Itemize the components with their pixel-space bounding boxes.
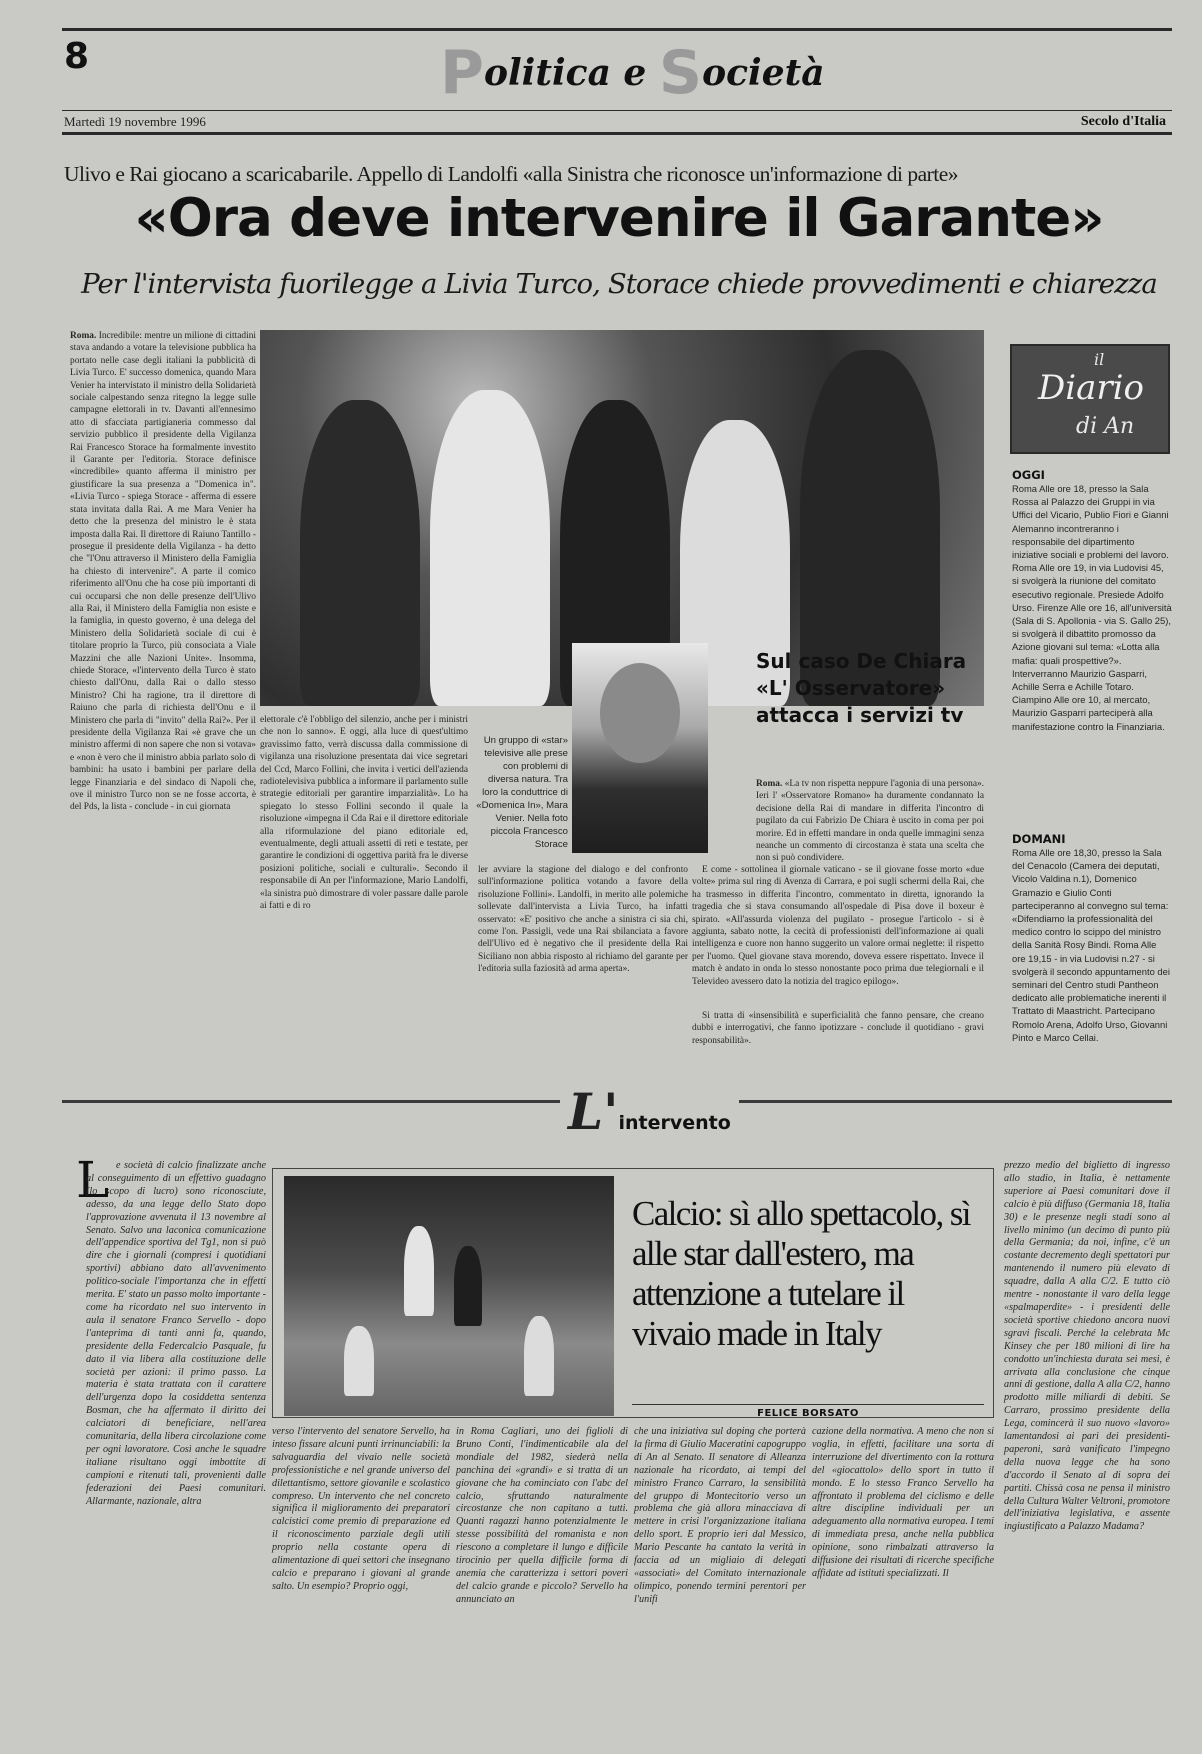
side-text-3: Si tratta di «insensibilità e superficialità che fanno pensare, che creano dubbi e interrogativi, che fanno ipotizzare - conclude il quotidiano - gravi responsabilità». [692, 1011, 984, 1046]
main-col1-text: Incredibile: mentre un milione di cittadini stava andando a votare la televisione pubblica ha portato nelle case degli italiani la pubblicità di Livia Turco. E' successo domenica, quando Mara Venier ha intervistato il ministro della Solidarietà sociale calpestando senza ritegno la legge sulle campagne elettorali in tv. Davanti all'ennesimo atto di sfacciata partigianeria commesso dal servizio pubblico il presidente della Vigilanza Rai Francesco Storace ha formalmente investito il Garante per l'editoria. Storace definisce «incredibile» quanto afferma il ministro per giustificare la sua presenza a "Domenica in". «Livia Turco - spiega Storace - afferma di essere stata invitata dalla Rai. A me Mara Venier ha detto che la presenza del ministro le è stata imposta dalla Rai. Il direttore di Raiuno Tantillo - prosegue il presidente della Vigilanza - ha detto che "l'Onu attraverso il Ministero della Famiglia ha chiesto di intervenire". A parte il comico riferimento all'Onu che ha cose più importanti di cui occuparsi che non delle presenze dell'Ulivo alla Rai, il Ministero della Famiglia non esiste e la famiglia, in questo governo, è una delega del Ministero della Solidarietà sociale di cui è titolare proprio la Turco, più consociata a Viale Mazzini che alle Nazioni Unite». Insomma, chiede Storace, «l'intervento della Turco è stato chiesto dall'Onu, dalla Rai o dallo stesso Ministro? Chi ha ragione, tra il direttore di Raiuno che parla di richiesta dell'Onu e il Ministero che parla di "invito" della Rai?». Per il presidente della Vigilanza Rai «è grave che un ministro affermi di non sapere che non si votava» e «non è vero che il ministro abbia parlato solo di bambini: ha usato i bambini per parlare della legge Finanziaria e del sindaco di Napoli che, ove il ministro Turco non se ne fosse accorta, è del Pds, la lista - conclude - in cui giornata [70, 331, 256, 813]
side-text-2: E come - sottolinea il giornale vaticano - se il giovane fosse morto «due volte» prima sul ring di Avenza di Carrara, e poi sugli schermi della Rai, che ha trasmesso in differita l'incontro, commentato in diretta, ignorando la tragedia che si stava consumando all'ospedale di Pisa dove il boxeur è spirato. «All'assurda violenza del pugilato - prosegue l'articolo - si è aggiunta, sabato notte, la cecità di professionisti dell'informazione ai quali intelligenza e cuore non hanno suggerito un valore ormai neglette: il rispetto per l'uomo. Quel giovane stava morendo, doveva essere rispettato. Invece il match è andato in onda lo stesso nonostante poco prima due telegiornali e il Televideo avessero dato la notizia del tragico epilogo». [692, 865, 984, 987]
intervento-col1: e società di calcio finalizzate anche al conseguimento di un effettivo guadagno (lo scopo di lucro) sono riconosciute, adesso, da una legge dello Stato dopo l'approvazione avvenuta il 13 novembre al Senato. Salvo una laconica comunicazione dell'appendice sportiva del Tg1, non si può dire che i giornali (compresi i quotidiani sportivi) abbiano dato all'avvenimento politico-sociale l'importanza che in effetti merita. E' stato un passo molto importante - come ha ricordato nel suo intervento in aula il senatore Franco Servello - dopo l'anteprima di tanti anni fa, quando, presidente della Federcalcio Pasquale, fu dato il via libera alla costituzione delle società per azioni: il primo passo. La materia è stata trattata con il carattere dell'urgenza dopo la cosiddetta sentenza Bosman, che ha affermato il diritto dei calciatori di beneficiare, nell'area comunitaria, della libera circolazione come per ogni lavoratore. Così anche le squadre italiane risultano oggi imbottite di campioni e ritenuti tali, provenienti dalle federazioni dei Paesi comunitari. Allarmante, nazionale, altra [86, 1160, 266, 1507]
diario-domani-label: DOMANI [1012, 832, 1066, 846]
diario-domani-text: Roma Alle ore 18,30, presso la Sala del Cenacolo (Camera dei deputati, Vicolo Valdina n.1), Domenico Gramazio e Giulio Conti parteciperanno al convegno sul tema: «Difendiamo la professionalità del medico contro lo scippo del ministro della Sanità Rosy Bindi. Roma Alle ore 19,15 - in via Ludovisi n.27 - si svolgerà il secondo appuntamento dei seminari del Centro studi Pantheon dedicato alle problematiche inerenti il Trattato di Maastricht. Partecipano Romolo Arena, Adolfo Urso, Giovanni Pinto e Marco Cellai. [1012, 847, 1170, 1043]
main-col1 [70, 330, 256, 1020]
dateline: Roma. [70, 331, 97, 341]
intervento-word: intervento [618, 1112, 731, 1134]
player-4 [524, 1316, 554, 1396]
dropcap: L [76, 1151, 110, 1209]
page-number: 8 [64, 36, 90, 77]
intervento-label [560, 1082, 739, 1141]
intervento-byline-rule [632, 1404, 984, 1405]
main-col3: ler avviare la stagione del dialogo e del confronto sull'informazione politica votando a favore della risoluzione Follini». Landolfi, in merito alle polemiche sollevate dall'intervista a Livia Turco, ha infatti osservato: «E' positivo che anche a sinistra ci sia chi, come l'on. Passigli, vede una Rai sbilanciata a favore dell'Ulivo ed è negativo che il presidente della Rai Siciliano non abbia risposto al richiamo del garante per l'editoria sulla faziosità ad arma aperta». [478, 865, 688, 975]
side-text-1 [756, 778, 985, 864]
intervento-byline: FELICE BORSATO [757, 1408, 859, 1419]
section-cap-p: P [440, 38, 484, 108]
intervento-col4: che una iniziativa sul doping che porterà la firma di Giulio Maceratini capogruppo di An al Senato. Il senatore di Alleanza nazionale ha ricordato, ai tempi del ministro Franco Carraro, la sensibilità del gruppo di Montecitorio verso un problema che già allora minacciava di mettere in crisi l'organizzazione italiana dello sport. E proprio ieri dal Messico, Mario Pescante ha cantato la verità in faccia ad un migliaio di delegati «associati» del Comitato internazionale olimpico, ponendo termini perentori per l'unifi [634, 1426, 806, 1605]
main-col2: elettorale c'è l'obbligo del silenzio, anche per i ministri che non lo sanno». E oggi, alla luce di quest'ultimo gravissimo fatto, verrà discussa dalla commissione di vigilanza una risoluzione presentata dai vice segretari del Ccd, Marco Follini, che invita i vertici dell'azienda radiotelevisiva pubblica a informare il parlamento sulle strategie editoriali per garantire imparzialità». Lo ha spiegato lo stesso Follini secondo il quale la risoluzione «impegna il Cda Rai e il direttore editoriale alla riformulazione del piano editoriale ed, eventualmente, degli attuali assetti di reti e testate, per garantire le condizioni di oggettiva parità fra le diverse posizioni politiche, sociali e culturali». Secondo il responsabile di An per l'informazione, Mario Landolfi, «la sinistra può dimostrare di voler passare dalle parole ai fatti e di ro [260, 715, 468, 912]
side-dateline: Roma. [756, 779, 783, 789]
diario-title: Diario [1038, 368, 1145, 408]
intervento-cap: L' [568, 1082, 619, 1141]
date-rule-top [62, 110, 1172, 111]
date-rule-bottom [62, 132, 1172, 135]
diario-oggi-text: Roma Alle ore 18, presso la Sala Rossa al Palazzo dei Gruppi in via Uffici del Vicario, Publio Fiori e Gianni Alemanno incontreranno i responsabile del dipartimento iniziative sociali e problemi del lavoro. Roma Alle ore 19, in via Ludovisi 45, si svolgerà la riunione del comitato esecutivo regionale. Presiede Adolfo Urso. Firenze Alle ore 16, all'università (Sala di S. Apollonia - via S. Gallo 25), si svolgerà il dibattito promosso da Azione giovani sul tema: «Lotta alla mafia: quali prospettive?». Interverranno Maurizio Gasparri, Achille Serra e Achille Totaro. Ciampino Alle ore 10, al mercato, Maurizio Gasparri parteciperà alla manifestazione contro la Finanziaria. [1012, 483, 1172, 732]
diario-box [1010, 344, 1170, 454]
photo-figure-1 [300, 400, 420, 706]
subhead: Per l'intervista fuorilegge a Livia Turco, Storace chiede provvedimenti e chiarezza [81, 268, 1157, 300]
section-cap-s: S [658, 38, 703, 108]
section-word-2: ocietà [702, 52, 825, 94]
diario-di-an: di An [1076, 414, 1135, 439]
headline: «Ora deve intervenire il Garante» [134, 188, 1104, 249]
top-rule [62, 28, 1172, 31]
calcio-photo [284, 1176, 614, 1416]
photo-figure-2 [430, 390, 550, 706]
intervento-title: Calcio: sì allo spettacolo, sì alle star dall'estero, ma attenzione a tutelare il vivaio made in Italy [632, 1194, 970, 1353]
photo-caption: Un gruppo di «star» televisive alle prese con problemi di diversa natura. Tra loro la conduttrice di «Domenica In», Mara Venier. Nella foto piccola Francesco Storace [476, 735, 568, 850]
side-text-1-body: «La tv non rispetta neppure l'agonia di una persona». Ieri l' «Osservatore Romano» ha duramente condannato la decisione della Rai di mandare in differita l'incontro di pugilato da cui Fabrizio De Chiara è uscito in coma per poi morire. Ed in effetti mandare in onda quelle immagini senza neanche un commento di circostanza è stata una scelta che non si può condividere. [756, 779, 985, 864]
inset-photo-storace [572, 643, 708, 853]
inset-figure [600, 663, 680, 763]
player-3 [344, 1326, 374, 1396]
section-word-1: olitica e [483, 52, 659, 94]
side-headline: Sul caso De Chiara «L' Osservatore» attacca i servizi tv [756, 649, 967, 727]
intervento-col5: cazione della normativa. A meno che non si voglia, in effetti, facilitare una sorta di interruzione del divertimento con la rottura del «giocattolo» dello sport in tutto il mondo. E lo stesso Franco Servello ha affrontato il problema del ciclismo e delle altre discipline individuali per un adeguamento alla normativa europea. I temi di immediata presa, anche nella pubblica opinione, sono rimbalzati attraverso la diffusione dei risultati di ricerche specifiche affidate ad istituti specializzati. Il [812, 1426, 994, 1579]
player-2 [454, 1246, 482, 1326]
date-line: Martedì 19 novembre 1996 [64, 114, 206, 129]
newspaper-name: Secolo d'Italia [1080, 114, 1166, 129]
intervento-col3: in Roma Cagliari, uno dei figlioli di Bruno Conti, l'indimenticabile ala del mondiale del 1982, siederà nella panchina dei «grandi» e si tratta di un giovane che ha cominciato con l'abc del calcio, sfruttando naturalmente circostanze che non capitano a tutti. Quanti ragazzi hanno potenzialmente le stesse possibilità del romanista e non riescono a completare il lungo e difficile tirocinio per quella difficile forma di anemia che caratterizza i settori poveri del calcio grande e piccolo? Servello ha annunciato an [456, 1426, 628, 1605]
kicker: Ulivo e Rai giocano a scaricabarile. Appello di Landolfi «alla Sinistra che riconosce un'informazione di parte» [64, 162, 959, 186]
player-1 [404, 1226, 434, 1316]
diario-oggi-label: OGGI [1012, 468, 1045, 482]
diario-il: il [1094, 350, 1105, 369]
section-title [440, 38, 825, 108]
intervento-col6: prezzo medio del biglietto di ingresso allo stadio, in Italia, è nettamente superiore ai Paesi comunitari dove il calcio è più diffuso (Germania 18, Italia 30) e le presenze negli stadi sono al livello minimo (un decimo di punto più della Germania; da noi, infine, c'è un costante decremento degli spettatori pur mantenendo il numero più elevato di squadre, dalla A alla C/2. E tutto ciò mentre - nonostante il varo della legge «spalmaperdite» - i presidenti delle società sportive chiedono ancora nuovi sgravi fiscali. Perché la celebrata Mc Kinsey che per 180 milioni di lire ha condotto un'inchiesta durata sei mesi, è arrivata alla conclusione che cinque anni di gestione, dalla A alla C/2, hanno prodotto mille miliardi di debiti. Se Carraro, prossimo presidente della Lega, comincerà il suo nuovo «lavoro» lamentandosi ai pari dei presidenti-paperoni, sarà vanificato l'impegno della nuova legge che ha sono d'accordo il Senato al di sopra dei partiti. Chissà cosa ne pensa il ministro della Cultura Walter Veltroni, promotore dell'iniziativa legislativa, e assente ingiustificato a Palazzo Madama? [1004, 1160, 1170, 1533]
intervento-col2: verso l'intervento del senatore Servello, ha inteso fissare alcuni punti irrinunciabili: la salvaguardia del vivaio nelle società professionistiche e nel grande universo del dilettantismo, settore giovanile e scolastico compreso. Un intervento che nel concreto significa il miglioramento dei preparatori calcistici come premio di preparazione ed il riconoscimento parziale degli utili proprio nella costante opera di alimentazione di quei settori che insegnano calcio e preparano i giovani al grande salto. Un esempio? Proprio oggi, [272, 1426, 450, 1592]
